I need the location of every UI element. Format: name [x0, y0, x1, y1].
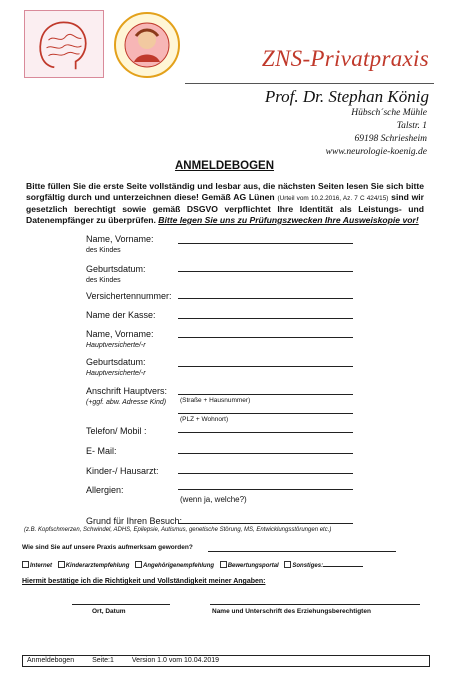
- label-phone: Telefon/ Mobil :: [86, 426, 147, 436]
- footer-version: Version 1.0 vom 10.04.2019: [131, 657, 220, 664]
- field-visit-reason[interactable]: [178, 523, 353, 524]
- field-email[interactable]: [178, 453, 353, 454]
- option-relatives[interactable]: Angehörigenempfehlung: [135, 563, 214, 569]
- field-insurance-no[interactable]: [178, 298, 353, 299]
- label-address-holder: Anschrift Hauptvers: (+ggf. abw. Adresse Kind): [86, 386, 168, 406]
- field-insurance-name[interactable]: [178, 318, 353, 319]
- label-name-child: Name, Vorname: des Kindes: [86, 234, 154, 254]
- id-copy-notice: Bitte legen Sie uns zu Prüfungszwecken Ihre Ausweiskopie vor!: [158, 215, 419, 225]
- label-insurance-no: Versichertennummer:: [86, 291, 172, 301]
- field-other[interactable]: [323, 561, 363, 567]
- option-rating-portal[interactable]: Bewertungsportal: [220, 563, 279, 569]
- website[interactable]: www.neurologie-koenig.de: [325, 147, 427, 157]
- label-dob-child: Geburtsdatum: des Kindes: [86, 264, 146, 284]
- checkbox-icon[interactable]: [22, 561, 29, 568]
- label-signature: Name und Unterschrift des Erziehungsberechtigten: [212, 608, 371, 615]
- footer-doc-name: Anmeldebogen: [27, 657, 75, 664]
- label-name-holder: Name, Vorname: Hauptversicherte/-r: [86, 329, 154, 349]
- field-name-child[interactable]: [178, 243, 353, 244]
- label-insurance-name: Name der Kasse:: [86, 310, 156, 320]
- allergies-hint: (wenn ja, welche?): [180, 495, 247, 504]
- checkbox-icon[interactable]: [220, 561, 227, 568]
- city-hint: (PLZ + Wohnort): [180, 416, 229, 423]
- option-internet[interactable]: Internet: [22, 563, 52, 569]
- checkbox-icon[interactable]: [58, 561, 65, 568]
- visit-reason-examples: (z.B. Kopfschmerzen, Schwindel, ADHS, Epilepsie, Autismus, genetische Störung, MS, Entwicklungsstörungen etc.): [24, 527, 332, 533]
- street-hint: (Straße + Hausnummer): [180, 397, 251, 404]
- label-doctor: Kinder-/ Hausarzt:: [86, 466, 159, 476]
- checkbox-icon[interactable]: [135, 561, 142, 568]
- referral-options: [22, 561, 367, 569]
- footer-page: Seite:1: [92, 657, 114, 664]
- practice-logo-head: [24, 10, 104, 78]
- doctor-name: Prof. Dr. Stephan König: [264, 87, 429, 106]
- label-allergies: Allergien:: [86, 485, 124, 495]
- label-visit-reason: Grund für Ihren Besuch:: [86, 516, 183, 526]
- intro-paragraph: [26, 181, 424, 226]
- field-phone[interactable]: [178, 432, 353, 433]
- referral-question: Wie sind Sie auf unsere Praxis aufmerksam geworden?: [22, 544, 193, 551]
- label-dob-holder: Geburtsdatum: Hauptversicherte/-r: [86, 357, 146, 377]
- court-reference: (Urteil vom 10.2.2016, Az. 7 C 424/15): [277, 195, 389, 202]
- field-allergies[interactable]: [178, 489, 353, 490]
- form-title: ANMELDEBOGEN: [174, 160, 275, 172]
- practice-brand-name: ZNS-Privatpraxis: [261, 46, 429, 71]
- intro-text-2: sind wir gesetzlich berechtigt sowie gemäß DSGVO verpflichtet Ihre Identität als Leistungs- und Datenempfänger zu überprüfen.: [26, 192, 425, 225]
- header-divider: [185, 83, 434, 84]
- intro-text-1: Bitte füllen Sie die erste Seite vollständig und lesbar aus, die nächsten Seiten lesen Sie sich bitte sorgfältig durch und unterzeichnen diese! Gemäß AG Lünen: [26, 181, 424, 202]
- field-doctor[interactable]: [178, 473, 353, 474]
- field-signature[interactable]: [210, 604, 420, 605]
- label-email: E- Mail:: [86, 446, 117, 456]
- page-footer: [22, 655, 430, 667]
- checkbox-icon[interactable]: [284, 561, 291, 568]
- field-city[interactable]: [178, 413, 353, 414]
- field-dob-child[interactable]: [178, 271, 353, 272]
- option-pediatrician[interactable]: Kinderarztempfehlung: [58, 563, 130, 569]
- field-street[interactable]: [178, 394, 353, 395]
- label-place-date: Ort, Datum: [92, 608, 126, 615]
- address-line-1: Hübsch´sche Mühle: [351, 108, 427, 118]
- field-place-date[interactable]: [72, 604, 170, 605]
- field-name-holder[interactable]: [178, 337, 353, 338]
- confirmation-statement: Hiermit bestätige ich die Richtigkeit und Vollständigkeit meiner Angaben:: [22, 578, 266, 585]
- kids-neurology-logo: [112, 10, 182, 80]
- address-line-3: 69198 Schriesheim: [354, 134, 427, 144]
- address-line-2: Talstr. 1: [396, 121, 427, 131]
- field-referral[interactable]: [208, 551, 396, 552]
- field-dob-holder[interactable]: [178, 366, 353, 367]
- option-other[interactable]: Sonstiges:: [284, 563, 363, 569]
